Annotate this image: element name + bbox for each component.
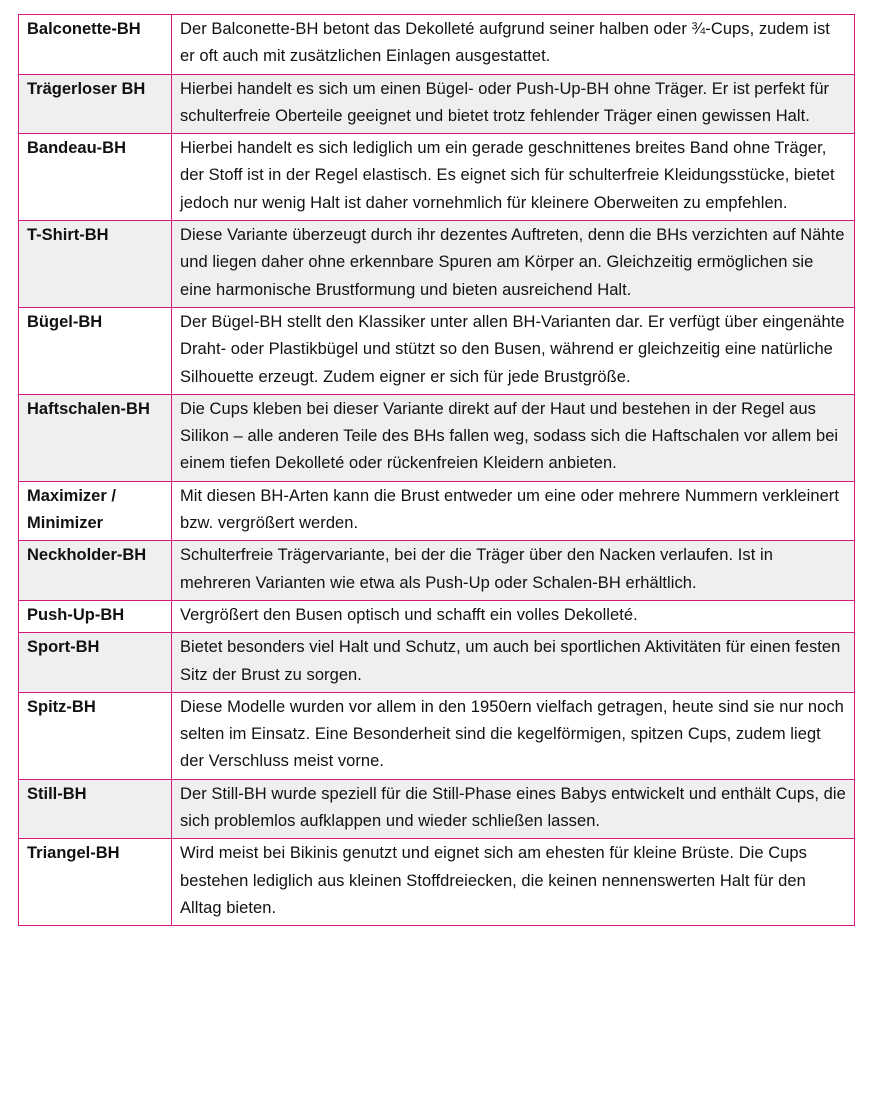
- description-cell: Schulterfreie Trägervariante, bei der die Träger über den Nacken verlaufen. Ist in mehreren Varianten wie etwa als Push-Up oder Schalen-BH erhältlich.: [172, 541, 855, 601]
- term-cell: Trägerloser BH: [19, 74, 172, 134]
- description-cell: Mit diesen BH-Arten kann die Brust entweder um eine oder mehrere Nummern verkleinert bzw. vergrößert werden.: [172, 481, 855, 541]
- table-row: [19, 15, 855, 75]
- table-row: [19, 307, 855, 394]
- description-cell: Diese Variante überzeugt durch ihr dezentes Auftreten, denn die BHs verzichten auf Nähte und liegen daher ohne erkennbare Spuren am Körper an. Gleichzeitig ermöglichen sie eine harmonische Brustformung und bieten ausreichend Halt.: [172, 221, 855, 308]
- term-cell: Haftschalen-BH: [19, 394, 172, 481]
- bra-types-table: [18, 14, 855, 926]
- table-row: [19, 692, 855, 779]
- term-cell: Triangel-BH: [19, 839, 172, 926]
- term-cell: Neckholder-BH: [19, 541, 172, 601]
- description-cell: Hierbei handelt es sich um einen Bügel- oder Push-Up-BH ohne Träger. Er ist perfekt für schulterfreie Oberteile geeignet und bietet trotz fehlender Träger einen gewissen Halt.: [172, 74, 855, 134]
- term-cell: Balconette-BH: [19, 15, 172, 75]
- term-cell: Sport-BH: [19, 633, 172, 693]
- description-cell: Vergrößert den Busen optisch und schafft ein volles Dekolleté.: [172, 600, 855, 632]
- term-cell: Spitz-BH: [19, 692, 172, 779]
- table-row: [19, 633, 855, 693]
- description-cell: Die Cups kleben bei dieser Variante direkt auf der Haut und bestehen in der Regel aus Silikon – alle anderen Teile des BHs fallen weg, sodass sich die Haftschalen vor allem bei einem tiefen Dekolleté oder rückenfreien Kleidern anbieten.: [172, 394, 855, 481]
- term-cell: Still-BH: [19, 779, 172, 839]
- term-cell: Bügel-BH: [19, 307, 172, 394]
- table-row: [19, 394, 855, 481]
- term-cell: Maximizer / Minimizer: [19, 481, 172, 541]
- description-cell: Der Still-BH wurde speziell für die Still-Phase eines Babys entwickelt und enthält Cups, die sich problemlos aufklappen und wieder schließen lassen.: [172, 779, 855, 839]
- table-row: [19, 481, 855, 541]
- description-cell: Der Bügel-BH stellt den Klassiker unter allen BH-Varianten dar. Er verfügt über eingenähte Draht- oder Plastikbügel und stützt so den Busen, während er gleichzeitig eine natürliche Silhouette erzeugt. Zudem eigner er sich für jede Brustgröße.: [172, 307, 855, 394]
- description-cell: Der Balconette-BH betont das Dekolleté aufgrund seiner halben oder ¾-Cups, zudem ist er oft auch mit zusätzlichen Einlagen ausgestattet.: [172, 15, 855, 75]
- description-cell: Hierbei handelt es sich lediglich um ein gerade geschnittenes breites Band ohne Träger, der Stoff ist in der Regel elastisch. Es eignet sich für schulterfreie Kleidungsstücke, bietet jedoch nur wenig Halt ist daher vornehmlich für kleinere Oberweiten zu empfehlen.: [172, 134, 855, 221]
- table-row: [19, 839, 855, 926]
- table-row: [19, 541, 855, 601]
- term-cell: T-Shirt-BH: [19, 221, 172, 308]
- table-row: [19, 74, 855, 134]
- description-cell: Wird meist bei Bikinis genutzt und eignet sich am ehesten für kleine Brüste. Die Cups bestehen lediglich aus kleinen Stoffdreiecken, die keinen nennenswerten Halt für den Alltag bieten.: [172, 839, 855, 926]
- table-row: [19, 600, 855, 632]
- description-cell: Diese Modelle wurden vor allem in den 1950ern vielfach getragen, heute sind sie nur noch selten im Einsatz. Eine Besonderheit sind die kegelförmigen, spitzen Cups, zudem liegt der Verschluss meist vorne.: [172, 692, 855, 779]
- table-row: [19, 134, 855, 221]
- table-row: [19, 779, 855, 839]
- term-cell: Push-Up-BH: [19, 600, 172, 632]
- term-cell: Bandeau-BH: [19, 134, 172, 221]
- description-cell: Bietet besonders viel Halt und Schutz, um auch bei sportlichen Aktivitäten für einen festen Sitz der Brust zu sorgen.: [172, 633, 855, 693]
- table-row: [19, 221, 855, 308]
